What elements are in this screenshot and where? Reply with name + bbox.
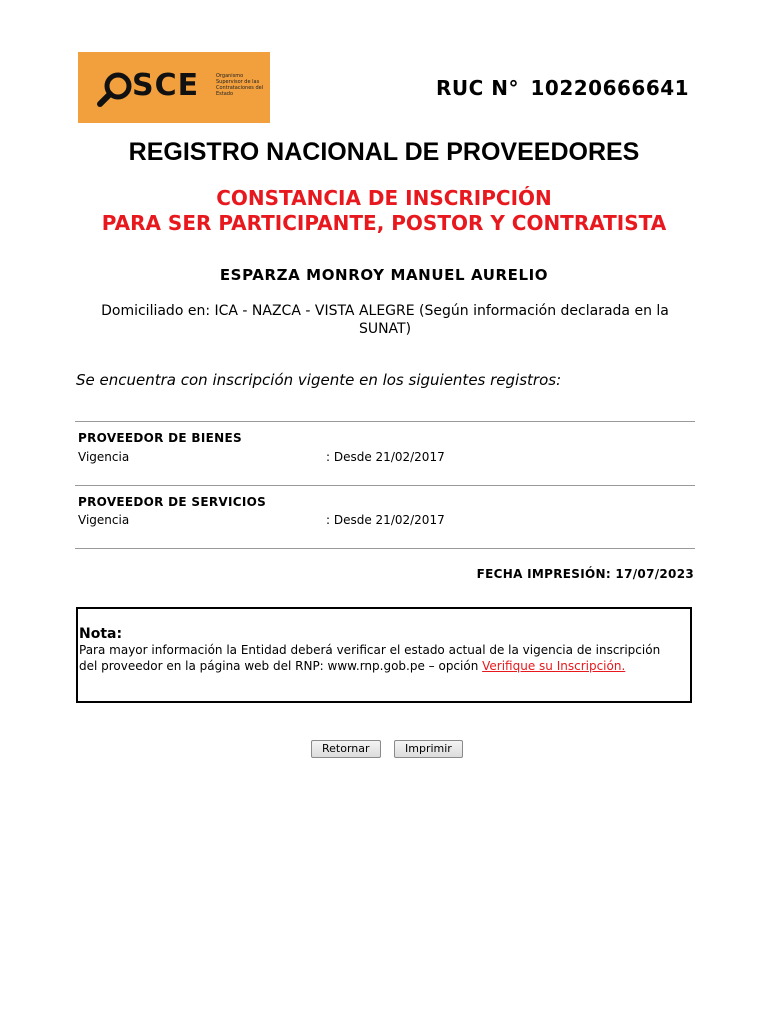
- registro-title-bienes: PROVEEDOR DE BIENES: [78, 431, 242, 445]
- retornar-button[interactable]: Retornar: [311, 740, 381, 758]
- osce-logo: [78, 52, 270, 123]
- registro-title-servicios: PROVEEDOR DE SERVICIOS: [78, 495, 267, 509]
- subtitle-line-2: PARA SER PARTICIPANTE, POSTOR Y CONTRATISTA: [101, 211, 667, 235]
- divider: [75, 485, 695, 486]
- subtitle-line-1: CONSTANCIA DE INSCRIPCIÓN: [216, 186, 552, 210]
- divider: [75, 421, 695, 422]
- registro-value-servicios: : Desde 21/02/2017: [326, 513, 445, 527]
- provider-name: ESPARZA MONROY MANUEL AURELIO: [219, 266, 549, 284]
- nota-box: [76, 607, 692, 703]
- logo-word: SCE: [132, 68, 200, 103]
- page-title: REGISTRO NACIONAL DE PROVEEDORES: [128, 138, 640, 166]
- divider: [75, 548, 695, 549]
- nota-title: Nota:: [79, 626, 123, 642]
- nota-text: [79, 642, 679, 674]
- imprimir-button[interactable]: Imprimir: [394, 740, 463, 758]
- verifique-inscripcion-link[interactable]: Verifique su Inscripción.: [482, 659, 626, 673]
- nota-body: Para mayor información la Entidad deberá verificar el estado actual de la vigencia de inscripción del proveedor en la página web del RNP: www.rnp.gob.pe – opción: [79, 643, 661, 673]
- registro-label-bienes: Vigencia: [78, 450, 130, 464]
- registro-label-servicios: Vigencia: [78, 513, 130, 527]
- provider-address: Domiciliado en: ICA - NAZCA - VISTA ALEGRE (Según información declarada en la SUNAT): [101, 303, 669, 337]
- logo-subtitle: Organismo Supervisor de las Contrataciones del Estado: [216, 73, 264, 97]
- registro-value-bienes: : Desde 21/02/2017: [326, 450, 445, 464]
- ruc-label: RUC N°: [436, 76, 520, 100]
- ruc-header: [432, 76, 689, 100]
- fecha-impresion: FECHA IMPRESIÓN: 17/07/2023: [476, 567, 694, 581]
- ruc-number: 10220666641: [530, 76, 690, 100]
- magnifier-icon: [96, 70, 136, 110]
- intro-text: Se encuentra con inscripción vigente en los siguientes registros:: [76, 371, 562, 389]
